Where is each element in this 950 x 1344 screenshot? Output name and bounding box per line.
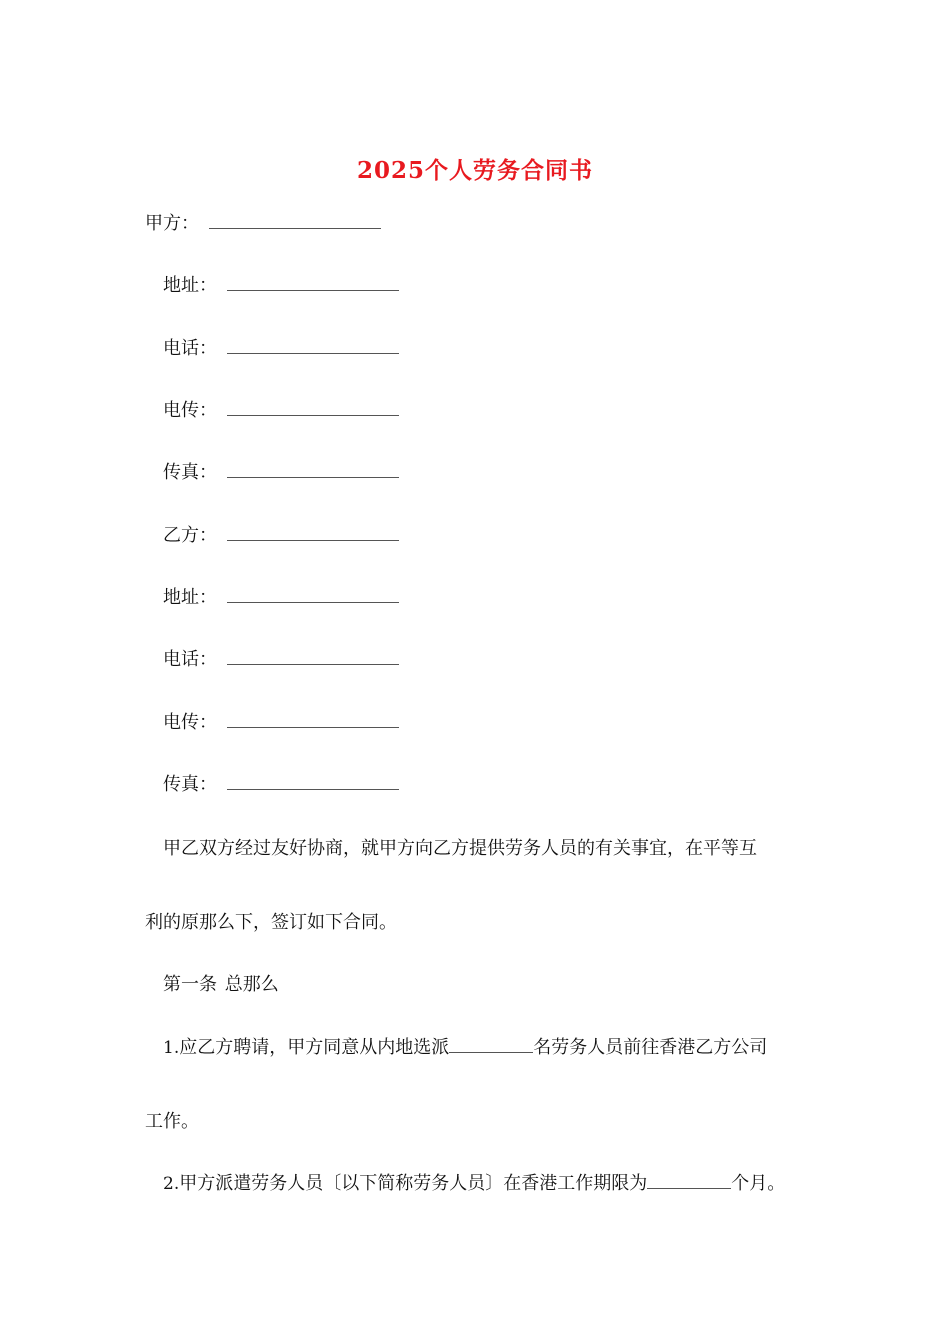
party-a-fax-blank <box>227 461 399 478</box>
party-b-address-row <box>163 586 399 610</box>
party-b-label: 乙方： <box>163 525 217 546</box>
party-a-label: 甲方： <box>145 213 199 234</box>
party-a-telex-blank <box>227 399 399 416</box>
party-b-phone-row <box>163 648 399 672</box>
party-b-telex-label: 电传： <box>163 712 217 733</box>
party-b-phone-label: 电话： <box>163 649 217 670</box>
party-b-fax-label: 传真： <box>163 774 217 795</box>
clause-1-blank <box>449 1036 533 1053</box>
intro-line-2: 利的原那么下，签订如下合同。 <box>145 912 397 933</box>
clause-1-number: 1. <box>163 1038 180 1058</box>
party-a-address-blank <box>227 274 399 291</box>
party-a-phone-blank <box>227 337 399 354</box>
party-a-phone-row <box>163 337 399 361</box>
clause-1-line <box>163 1036 767 1060</box>
clause-2-line <box>163 1172 785 1196</box>
party-a-phone-label: 电话： <box>163 338 217 359</box>
party-b-fax-blank <box>227 773 399 790</box>
party-a-telex-row <box>163 399 399 423</box>
party-a-blank <box>209 212 381 229</box>
clause-1-text-b: 名劳务人员前往香港乙方公司 <box>533 1037 768 1058</box>
party-a-address-row <box>163 274 399 298</box>
party-b-telex-row <box>163 711 399 735</box>
clause-2-blank <box>647 1172 731 1189</box>
clause-2-text-a: 甲方派遣劳务人员〔以下简称劳务人员〕在香港工作期限为 <box>179 1173 648 1194</box>
clause-1-continuation: 工作。 <box>145 1111 199 1132</box>
party-a-fax-row <box>163 461 399 485</box>
party-b-phone-blank <box>227 648 399 665</box>
party-b-fax-row <box>163 773 399 797</box>
article-1-heading: 第一条 总那么 <box>163 974 279 995</box>
party-a-address-label: 地址： <box>163 275 217 296</box>
party-b-blank <box>227 524 399 541</box>
intro-line-1: 甲乙双方经过友好协商，就甲方向乙方提供劳务人员的有关事宜，在平等互 <box>163 838 757 859</box>
party-b-address-label: 地址： <box>163 587 217 608</box>
party-b-address-blank <box>227 586 399 603</box>
clause-2-text-b: 个月。 <box>731 1173 786 1194</box>
clause-1-text-a: 应乙方聘请，甲方同意从内地选派 <box>179 1037 450 1058</box>
party-a-row <box>145 212 381 236</box>
party-b-telex-blank <box>227 711 399 728</box>
clause-2-number: 2. <box>163 1174 180 1194</box>
party-b-row <box>163 524 399 548</box>
document-title: 2025个人劳务合同书 <box>356 157 593 184</box>
party-a-fax-label: 传真： <box>163 462 217 483</box>
party-a-telex-label: 电传： <box>163 400 217 421</box>
